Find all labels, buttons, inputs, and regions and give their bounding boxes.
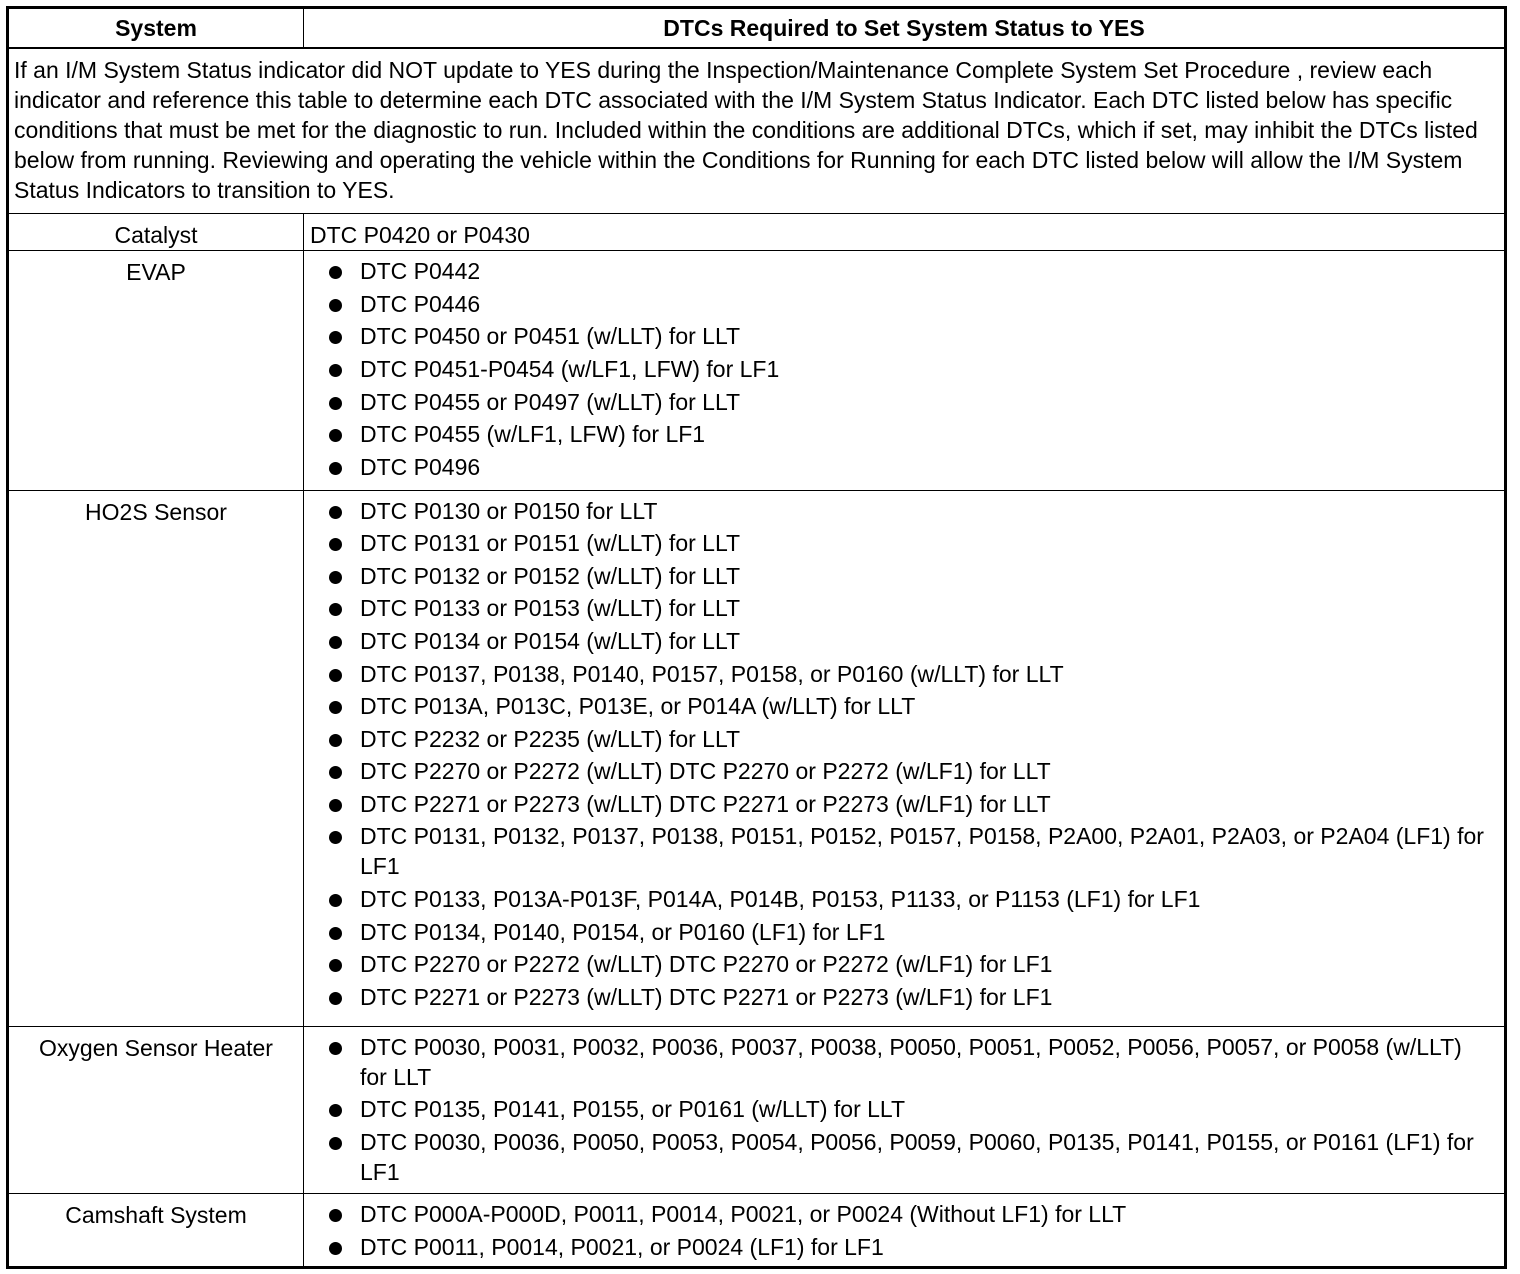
dtc-list-item: DTC P0131 or P0151 (w/LLT) for LLT xyxy=(326,528,1494,558)
dtc-list-cell xyxy=(304,251,1506,490)
system-name-cell: Oxygen Sensor Heater xyxy=(8,1026,304,1193)
dtc-list-item: DTC P0451-P0454 (w/LF1, LFW) for LF1 xyxy=(326,354,1494,384)
system-row xyxy=(8,251,1506,490)
dtc-list xyxy=(326,1199,1494,1262)
dtc-list-item: DTC P0133 or P0153 (w/LLT) for LLT xyxy=(326,593,1494,623)
dtc-list-item: DTC P0134, P0140, P0154, or P0160 (LF1) for LF1 xyxy=(326,917,1494,947)
dtc-list-item: DTC P2271 or P2273 (w/LLT) DTC P2271 or P2273 (w/LF1) for LF1 xyxy=(326,982,1494,1012)
header-row xyxy=(8,8,1506,49)
dtc-list-cell xyxy=(304,1026,1506,1193)
dtc-list-item: DTC P0455 (w/LF1, LFW) for LF1 xyxy=(326,419,1494,449)
dtc-table xyxy=(6,6,1507,1269)
dtc-text-cell: DTC P0420 or P0430 xyxy=(304,213,1506,251)
dtc-list xyxy=(326,256,1494,482)
dtc-list-item: DTC P0135, P0141, P0155, or P0161 (w/LLT) for LLT xyxy=(326,1094,1494,1124)
dtcs-column-header: DTCs Required to Set System Status to YES xyxy=(304,8,1506,49)
dtc-list-item: DTC P0030, P0036, P0050, P0053, P0054, P0056, P0059, P0060, P0135, P0141, P0155, or P0161 (LF1) for LF1 xyxy=(326,1127,1494,1187)
system-name-cell: Camshaft System xyxy=(8,1194,304,1268)
system-row xyxy=(8,490,1506,1026)
dtc-list-item: DTC P0455 or P0497 (w/LLT) for LLT xyxy=(326,387,1494,417)
system-row xyxy=(8,213,1506,251)
dtc-list-cell xyxy=(304,1194,1506,1268)
system-row xyxy=(8,1194,1506,1268)
system-row xyxy=(8,1026,1506,1193)
dtc-list-item: DTC P0446 xyxy=(326,289,1494,319)
system-name-cell: EVAP xyxy=(8,251,304,490)
dtc-list-item: DTC P0131, P0132, P0137, P0138, P0151, P0152, P0157, P0158, P2A00, P2A01, P2A03, or P2A04 (LF1) for LF1 xyxy=(326,821,1494,881)
intro-text: If an I/M System Status indicator did NOT update to YES during the Inspection/Maintenance Complete System Set Procedure , review each indicator and reference this table to determine each DTC associated with the I/M System Status Indicator. Each DTC listed below has specific conditions that must be met for the diagnostic to run. Included within the conditions are additional DTCs, which if set, may inhibit the DTCs listed below from running. Reviewing and operating the vehicle within the Conditions for Running for each DTC listed below will allow the I/M System Status Indicators to transition to YES. xyxy=(8,48,1506,213)
dtc-list-item: DTC P0011, P0014, P0021, or P0024 (LF1) for LF1 xyxy=(326,1232,1494,1262)
dtc-list xyxy=(326,1032,1494,1187)
dtc-list-item: DTC P0134 or P0154 (w/LLT) for LLT xyxy=(326,626,1494,656)
dtc-list-item: DTC P2232 or P2235 (w/LLT) for LLT xyxy=(326,724,1494,754)
system-name-cell: Catalyst xyxy=(8,213,304,251)
dtc-list xyxy=(326,496,1494,1012)
dtc-list-item: DTC P2270 or P2272 (w/LLT) DTC P2270 or P2272 (w/LF1) for LLT xyxy=(326,756,1494,786)
dtc-list-item: DTC P0496 xyxy=(326,452,1494,482)
dtc-list-item: DTC P0133, P013A-P013F, P014A, P014B, P0153, P1133, or P1153 (LF1) for LF1 xyxy=(326,884,1494,914)
dtc-list-item: DTC P0442 xyxy=(326,256,1494,286)
dtc-list-item: DTC P0132 or P0152 (w/LLT) for LLT xyxy=(326,561,1494,591)
dtc-list-item: DTC P013A, P013C, P013E, or P014A (w/LLT) for LLT xyxy=(326,691,1494,721)
dtc-list-item: DTC P2271 or P2273 (w/LLT) DTC P2271 or P2273 (w/LF1) for LLT xyxy=(326,789,1494,819)
dtc-list-item: DTC P2270 or P2272 (w/LLT) DTC P2270 or P2272 (w/LF1) for LF1 xyxy=(326,949,1494,979)
dtc-list-item: DTC P0130 or P0150 for LLT xyxy=(326,496,1494,526)
dtc-list-item: DTC P0030, P0031, P0032, P0036, P0037, P0038, P0050, P0051, P0052, P0056, P0057, or P0058 (w/LLT) for LLT xyxy=(326,1032,1494,1092)
dtc-list-item: DTC P0137, P0138, P0140, P0157, P0158, or P0160 (w/LLT) for LLT xyxy=(326,659,1494,689)
dtc-list-item: DTC P000A-P000D, P0011, P0014, P0021, or P0024 (Without LF1) for LLT xyxy=(326,1199,1494,1229)
system-column-header: System xyxy=(8,8,304,49)
intro-row xyxy=(8,48,1506,213)
dtc-list-item: DTC P0450 or P0451 (w/LLT) for LLT xyxy=(326,321,1494,351)
dtc-list-cell xyxy=(304,490,1506,1026)
system-name-cell: HO2S Sensor xyxy=(8,490,304,1026)
